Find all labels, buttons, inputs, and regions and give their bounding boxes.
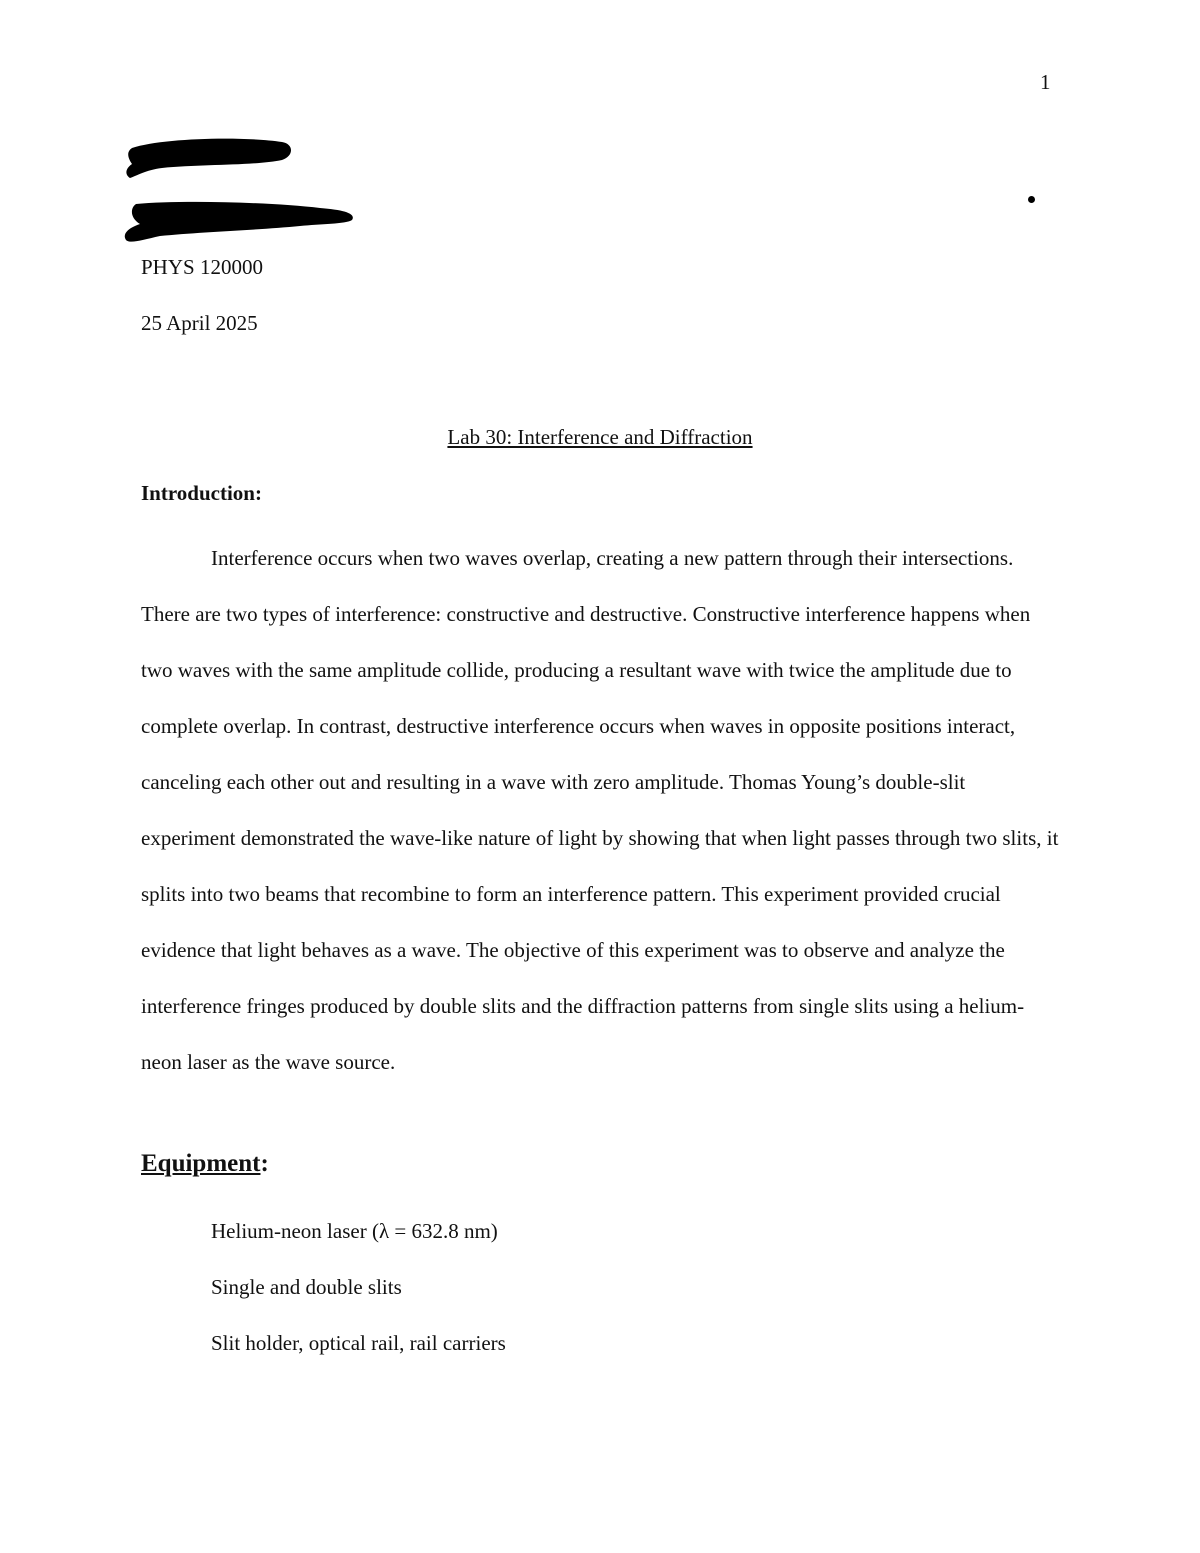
document-title: Lab 30: Interference and Diffraction: [447, 425, 753, 449]
page-number: 1: [1040, 70, 1051, 94]
course-code: PHYS 120000: [141, 255, 263, 279]
equipment-item: Slit holder, optical rail, rail carriers: [211, 1331, 506, 1355]
redaction-mark-name: [122, 134, 297, 184]
redaction-mark-instructor: [120, 196, 360, 248]
equipment-heading-colon: :: [260, 1150, 269, 1177]
equipment-list: [211, 1203, 506, 1371]
equipment-heading-text: Equipment: [141, 1150, 261, 1177]
introduction-heading: Introduction:: [141, 481, 262, 505]
equipment-item: Helium-neon laser (λ = 632.8 nm): [211, 1219, 498, 1243]
equipment-heading: [141, 1150, 269, 1178]
report-date: 25 April 2025: [141, 311, 258, 335]
introduction-paragraph: Interference occurs when two waves overlap, creating a new pattern through their intersections. There are two types of interference: constructive and destructive. Constructive interference happens when two waves with the same amplitude collide, producing a resultant wave with twice the amplitude due to complete overlap. In contrast, destructive interference occurs when waves in opposite positions interact, canceling each other out and resulting in a wave with zero amplitude. Thomas Young’s double-slit experiment demonstrated the wave-like nature of light by showing that when light passes through two slits, it splits into two beams that recombine to form an interference pattern. This experiment provided crucial evidence that light behaves as a wave. The objective of this experiment was to observe and analyze the interference fringes produced by double slits and the diffraction patterns from single slits using a helium-neon laser as the wave source.: [141, 546, 1059, 1074]
equipment-item: Single and double slits: [211, 1275, 402, 1299]
stray-dot: [1028, 196, 1035, 203]
